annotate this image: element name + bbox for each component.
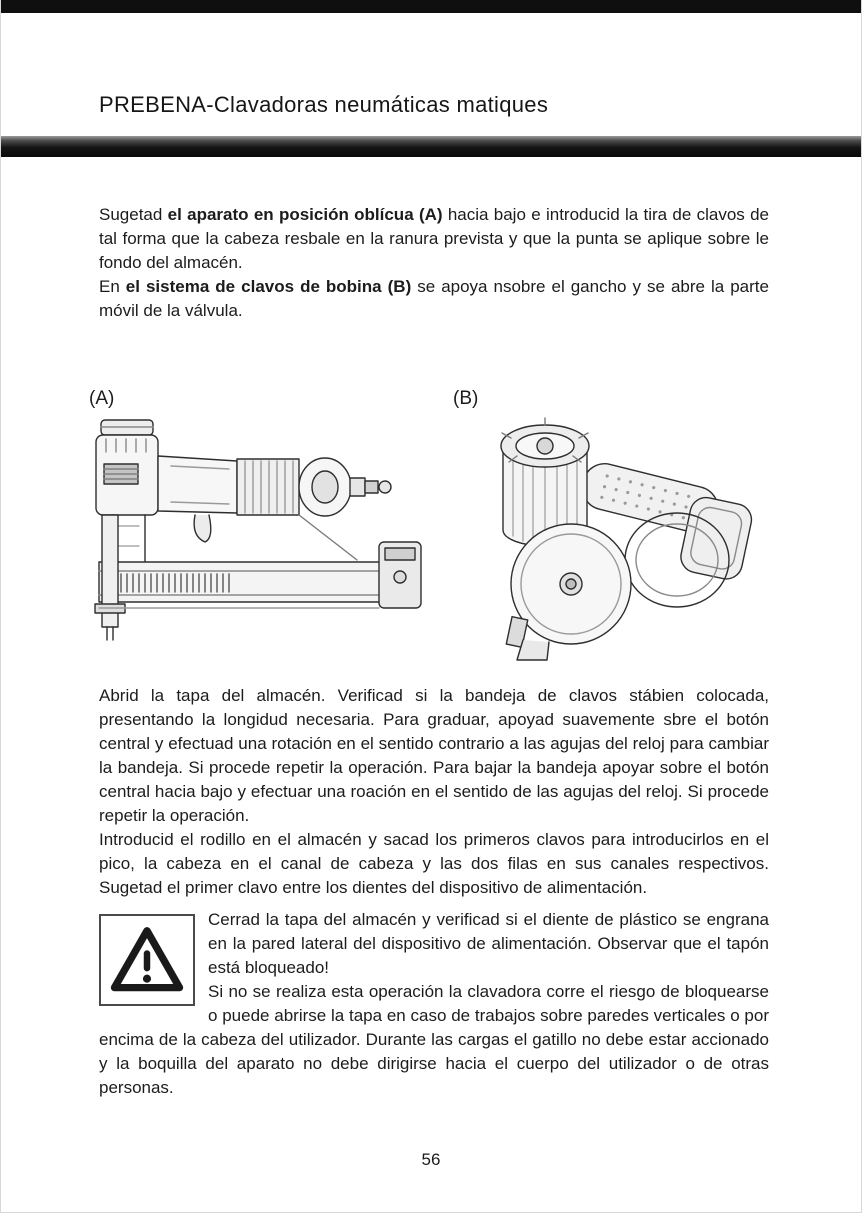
warning-section — [99, 908, 769, 1100]
intro-seg-5-bold: el sistema de clavos de bobina (B) — [125, 277, 412, 296]
page-header — [99, 92, 548, 118]
header-divider-bar — [1, 136, 861, 157]
figure-b-label: (B) — [453, 388, 479, 409]
coil-nailer-illustration-icon — [453, 414, 768, 664]
intro-paragraph-2 — [99, 275, 769, 323]
warning-paragraph-1: Cerrad la tapa del almacén y verificad si el diente de plástico se engrana en la pared lateral del dispositivo de alimentación. Observar que el tapón está bloqueado! — [208, 910, 769, 977]
intro-seg-2-bold: el aparato en posición oblícua (A) — [167, 205, 443, 224]
warning-triangle-icon — [108, 924, 186, 996]
intro-seg-4: En — [99, 277, 126, 296]
intro-seg-6: se apoya nsobre el gancho y se abre la parte móvil de la válvula. — [99, 277, 769, 320]
warning-icon-box — [99, 914, 195, 1006]
page-footer — [1, 1150, 861, 1170]
figure-b — [453, 388, 768, 664]
intro-seg-1: Sugetad — [99, 205, 168, 224]
top-edge-bar — [1, 0, 861, 13]
instructions-block — [99, 684, 769, 900]
instructions-paragraph-1: Abrid la tapa del almacén. Verificad si la bandeja de clavos stábien colocada, presentando la longidud necesaria. Para graduar, apoyad suavemente sbre el botón central y efectuad una rotación en el sentido contrario a las agujas del reloj para cambiar la bandeja. Si procede repetir la operación. Para bajar la bandeja apoyar sobre el botón central hacia bajo y efectuar una roación en el sentido de las agujas del reloj. Si procede repetir la operación. — [99, 686, 769, 825]
figure-a-label: (A) — [89, 388, 115, 409]
page-number: 56 — [421, 1150, 441, 1169]
intro-paragraph-1 — [99, 203, 769, 275]
instructions-paragraph-2: Introducid el rodillo en el almacén y sacad los primeros clavos para introducirlos en el pico, la cabeza en el canal de cabeza y las dos filas en sus canales respectivos. Sugetad el primer clavo entre los dientes del dispositivo de alimentación. — [99, 830, 769, 897]
stick-nailer-illustration-icon — [89, 414, 437, 646]
warning-paragraph-2: Si no se realiza esta operación la clavadora corre el riesgo de bloquearse o puede abrirse la tapa en caso de trabajos sobre paredes verticales o por encima de la cabeza del utilizador. Durante las cargas el gatillo no debe estar accionado y la boquilla del aparato no debe dirigirse hacia el cuerpo del utilizador o de otras personas. — [99, 982, 769, 1097]
figure-a — [89, 388, 437, 646]
page-title: PREBENA-Clavadoras neumáticas matiques — [99, 92, 549, 117]
figures-row — [1, 382, 862, 684]
intro-paragraphs — [99, 203, 769, 323]
intro-seg-3: hacia bajo e introducid la tira de clavos de tal forma que la cabeza resbale en la ranura prevista y que la punta se aplique sobre le fondo del almacén. — [99, 205, 770, 272]
